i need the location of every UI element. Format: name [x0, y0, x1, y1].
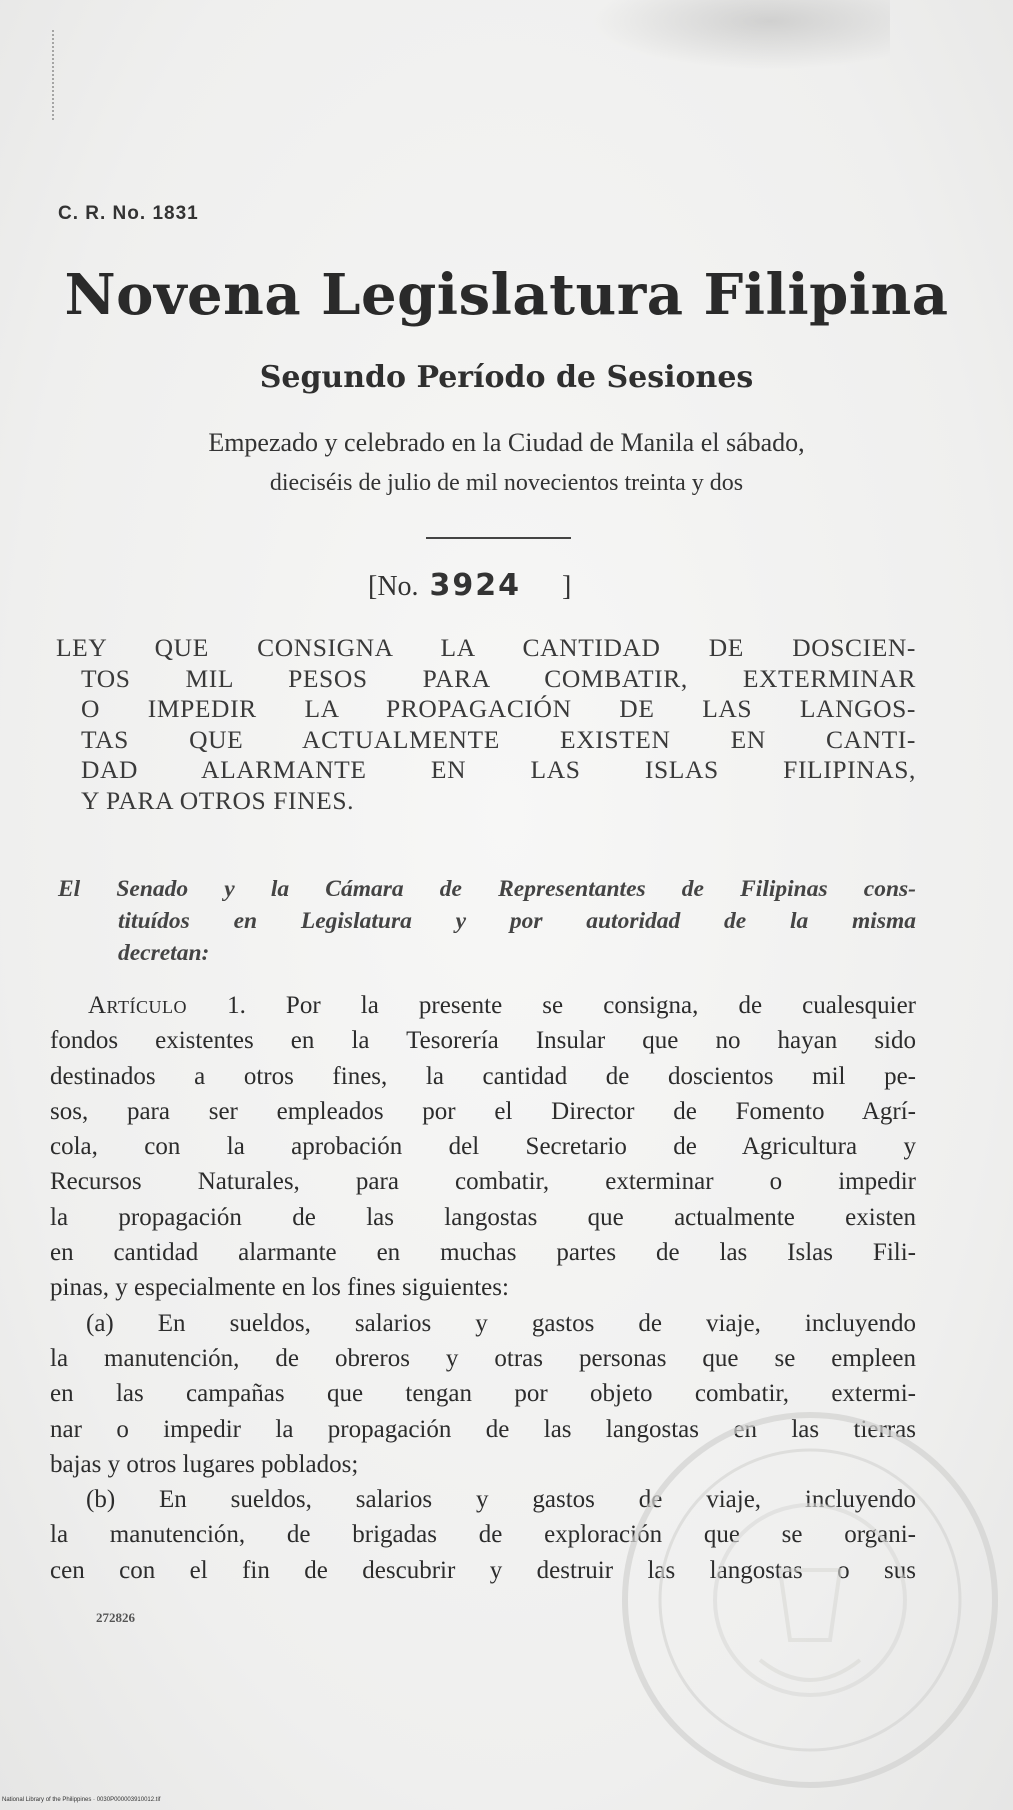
article-line: la manutención, de brigadas de exploración que se organi-: [50, 1521, 916, 1549]
bill-title-line: Y PARA OTROS FINES.: [81, 785, 355, 815]
article-line: pinas, y especialmente en los fines siguientes:: [50, 1274, 509, 1302]
enacting-line: decretan:: [118, 940, 210, 966]
session-date-line-2: dieciséis de julio de mil novecientos treinta y dos: [269, 470, 744, 496]
article-line: Artículo 1. Por la presente se consigna, de cualesquier: [88, 992, 916, 1019]
legislature-title: Novena Legislatura Filipina: [64, 262, 949, 328]
divider-rule: [426, 537, 571, 539]
enacting-line: tituídos en Legislatura y por autoridad de la misma: [118, 908, 916, 934]
cr-number: C. R. No. 1831: [58, 203, 199, 224]
bill-title-line: TOS MIL PESOS PARA COMBATIR, EXTERMINAR: [81, 663, 916, 693]
article-line: nar o impedir la propagación de las langostas en las tierras: [50, 1415, 916, 1443]
page-code: 272826: [96, 1610, 135, 1625]
article-line: sos, para ser empleados por el Director de Fomento Agrí-: [50, 1097, 916, 1125]
article-line: la propagación de las langostas que actualmente existen: [50, 1203, 916, 1231]
scan-credit: National Library of the Philippines · 0030P000003910012.tif: [2, 1797, 161, 1803]
article-label: Artículo: [88, 992, 187, 1019]
bill-number-prefix: [No.: [368, 571, 419, 602]
article-line: en las campañas que tengan por objeto combatir, extermi-: [50, 1380, 916, 1408]
bill-number-suffix: ]: [562, 571, 572, 602]
bill-number-value: 3924: [429, 568, 522, 603]
embossed-seal: [610, 1400, 1013, 1810]
article-line: la manutención, de obreros y otras personas que se empleen: [50, 1344, 916, 1372]
bill-title-line: O IMPEDIR LA PROPAGACIÓN DE LAS LANGOS-: [81, 694, 916, 723]
article-line: en cantidad alarmante en muchas partes de las Islas Fili-: [50, 1239, 916, 1267]
bill-number: [368, 568, 571, 603]
article-line: (a) En sueldos, salarios y gastos de viaje, incluyendo: [86, 1309, 916, 1337]
article-line: Recursos Naturales, para combatir, exterminar o impedir: [50, 1168, 916, 1196]
article-line: cola, con la aprobación del Secretario de Agricultura y: [50, 1133, 916, 1161]
bill-title-line: TAS QUE ACTUALMENTE EXISTEN EN CANTI-: [81, 724, 916, 754]
enacting-clause: [58, 873, 916, 969]
article-line: (b) En sueldos, salarios y gastos de viaje, incluyendo: [86, 1486, 916, 1514]
bill-title: [56, 633, 916, 816]
session-date-line-1: Empezado y celebrado en la Ciudad de Manila el sábado,: [208, 428, 805, 457]
article-line: cen con el fin de descubrir y destruir las langostas o sus: [50, 1556, 916, 1584]
session-period: Segundo Período de Sesiones: [259, 360, 754, 395]
article-line: fondos existentes en la Tesorería Insular que no hayan sido: [50, 1027, 916, 1055]
article-line: bajas y otros lugares poblados;: [50, 1450, 359, 1478]
enacting-line: El Senado y la Cámara de Representantes de Filipinas cons-: [58, 876, 916, 902]
bill-title-line: LEY QUE CONSIGNA LA CANTIDAD DE DOSCIEN-: [56, 633, 916, 662]
margin-mark: [52, 30, 56, 120]
bill-title-line: DAD ALARMANTE EN LAS ISLAS FILIPINAS,: [81, 755, 916, 784]
scan-smudge: [590, 0, 890, 70]
article-line: destinados a otros fines, la cantidad de doscientos mil pe-: [50, 1062, 916, 1090]
